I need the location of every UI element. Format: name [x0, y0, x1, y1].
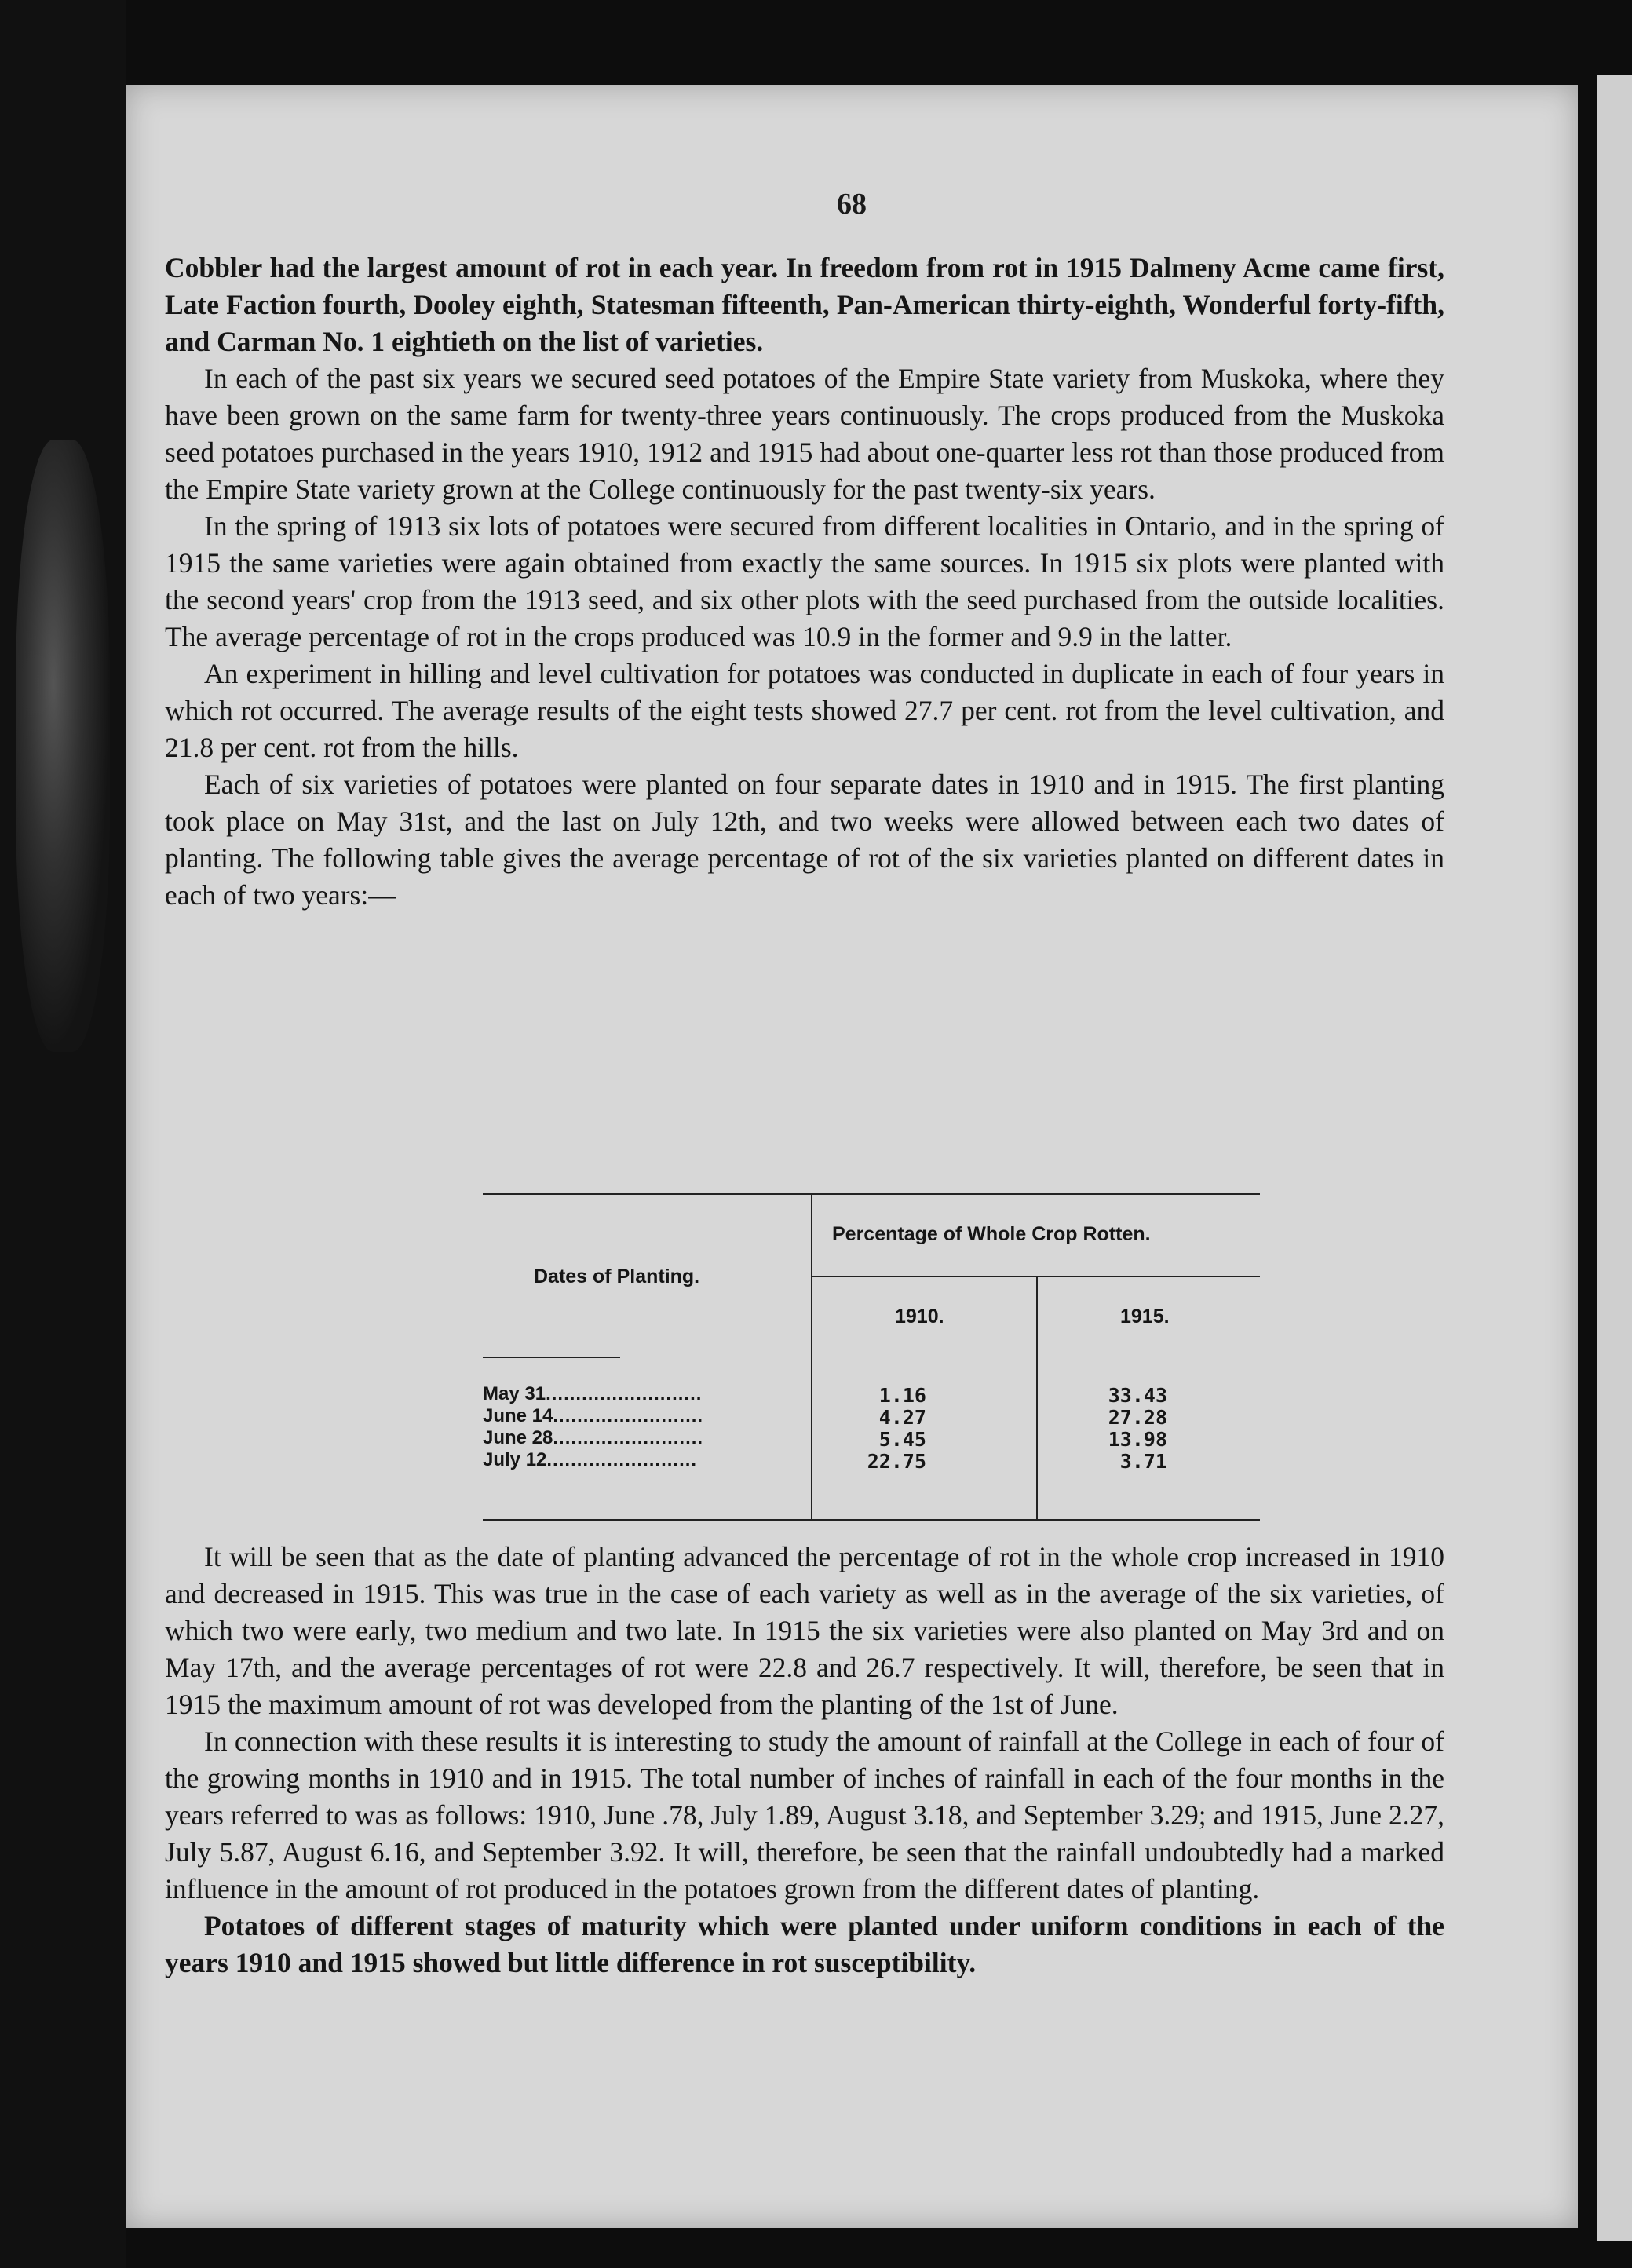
table-cell-1915: 33.43: [1108, 1384, 1167, 1407]
rot-percentage-table: [483, 1193, 1260, 1523]
table-cell-1910: 5.45: [878, 1428, 926, 1451]
table-bottom-rule: [483, 1519, 1260, 1521]
table-header-dates: Dates of Planting.: [534, 1265, 700, 1287]
paragraph: In each of the past six years we secured seed potatoes of the Empire State variety from Muskoka, where they have been grown on the same farm for twenty-three years continuously. The crops produced from the Muskoka seed potatoes purchased in the years 1910, 1912 and 1915 had about one-quarter less rot than those produced from the Empire State variety grown at the College continuously for the past twenty-six years.: [165, 363, 1444, 505]
table-cell-1910: 1.16: [878, 1384, 926, 1407]
table-row-date: July 12.........................: [483, 1450, 698, 1470]
table-header-1910: 1910.: [895, 1306, 944, 1328]
table-cell-1910: 22.75: [867, 1450, 926, 1473]
paragraph: In connection with these results it is interesting to study the amount of rainfall at the College in each of four of the growing months in 1910 and in 1915. The total number of inches of rainfall in each of the four months in the years referred to was as follows: 1910, June .78, July 1.89, August 3.18, and September 3.29; and 1915, June 2.27, July 5.87, August 6.16, and September 3.92. It will, therefore, be seen that the rainfall undoubtedly had a marked influence in the amount of rot produced in the potatoes grown from the different dates of planting.: [165, 1726, 1444, 1905]
paragraph: An experiment in hilling and level cultivation for potatoes was conducted in duplicate in each of four years in which rot occurred. The average results of the eight tests showed 27.7 per cent. rot from the level cultivation, and 21.8 per cent. rot from the hills.: [165, 658, 1444, 763]
paragraph: Cobbler had the largest amount of rot in each year. In freedom from rot in 1915 Dalmeny Acme came first, Late Faction fourth, Dooley eighth, Statesman fifteenth, Pan-American thirty-eighth, Wonderful forty-fifth, and Carman No. 1 eightieth on the list of varieties.: [165, 252, 1444, 357]
paragraph: In the spring of 1913 six lots of potatoes were secured from different localities in Ontario, and in the spring of 1915 the same varieties were again obtained from exactly the same sources. In 1915 six plots were planted with the second years' crop from the 1913 seed, and six other plots with the seed purchased from the outside localities. The average percentage of rot in the crops produced was 10.9 in the former and 9.9 in the latter.: [165, 510, 1444, 652]
table-header-group: Percentage of Whole Crop Rotten.: [832, 1223, 1151, 1245]
adjacent-page-edge: [1597, 75, 1632, 2241]
body-text-top: [165, 250, 1444, 914]
table-cell-1915: 3.71: [1119, 1450, 1167, 1473]
table-row-date: May 31..........................: [483, 1384, 703, 1404]
table-label-rule: [483, 1357, 620, 1358]
paragraph: It will be seen that as the date of planting advanced the percentage of rot in the whole crop increased in 1910 and decreased in 1915. This was true in the case of each variety as well as in the average of the six varieties, of which two were early, two medium and two late. In 1915 the six varieties were also planted on May 3rd and on May 17th, and the average percentages of rot were 22.8 and 26.7 respectively. It will, therefore, be seen that in 1915 the maximum amount of rot was developed from the planting of the 1st of June.: [165, 1541, 1444, 1720]
table-row-date: June 14.........................: [483, 1406, 704, 1426]
table-subheader-rule: [811, 1276, 1260, 1277]
paragraph: Potatoes of different stages of maturity which were planted under uniform conditions in each of the years 1910 and 1915 showed but little difference in rot susceptibility.: [165, 1910, 1444, 1978]
table-top-rule: [483, 1193, 1260, 1195]
table-cell-1910: 4.27: [878, 1406, 926, 1429]
body-text-bottom: [165, 1539, 1444, 1981]
scan-left-margin: [0, 0, 126, 2268]
table-year-divider: [1036, 1276, 1038, 1519]
scan-stain: [16, 440, 110, 1052]
table-header-1915: 1915.: [1120, 1306, 1170, 1328]
table-cell-1915: 27.28: [1108, 1406, 1167, 1429]
page-number: 68: [837, 188, 867, 221]
table-row-date: June 28.........................: [483, 1428, 704, 1448]
paragraph: Each of six varieties of potatoes were planted on four separate dates in 1910 and in 1915. The first planting took place on May 31st, and the last on July 12th, and two weeks were allowed between each two dates of planting. The following table gives the average percentage of rot of the six varieties planted on different dates in each of two years:—: [165, 769, 1444, 911]
table-cell-1915: 13.98: [1108, 1428, 1167, 1451]
